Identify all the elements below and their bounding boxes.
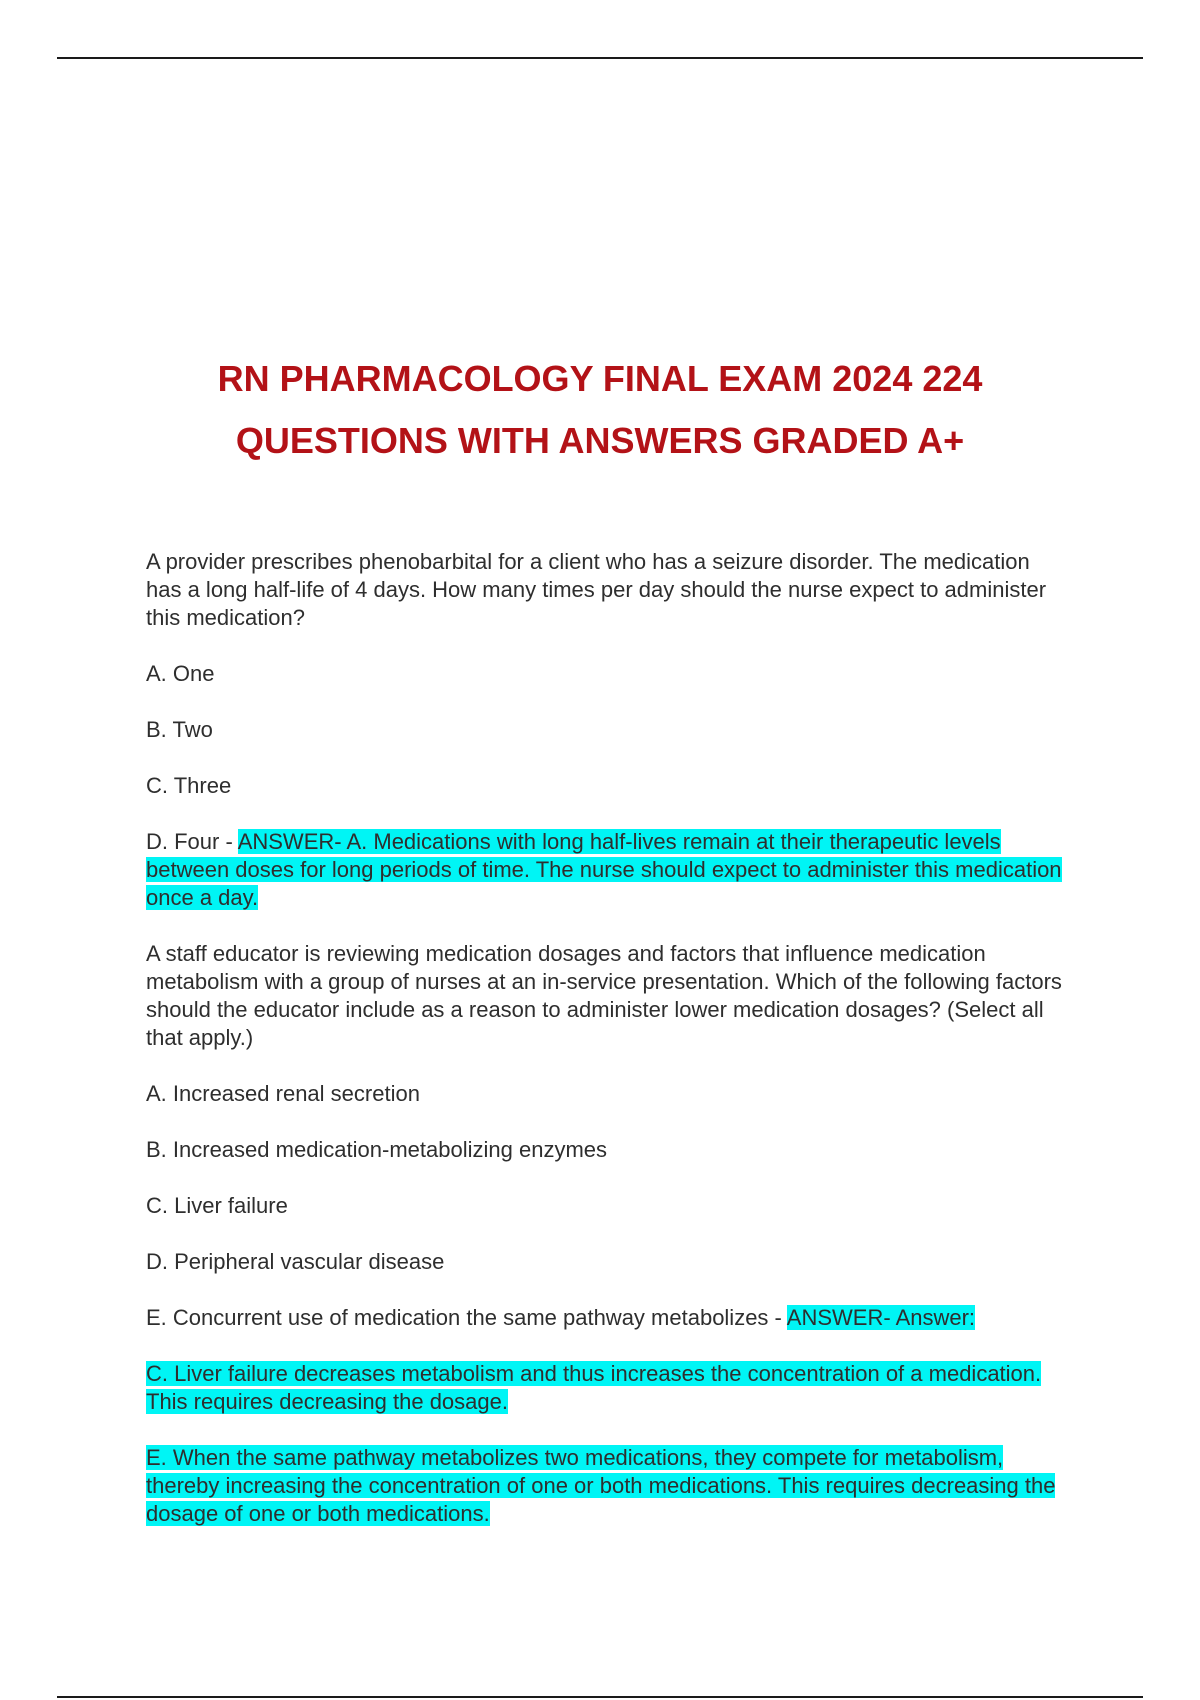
question-2-option-c: C. Liver failure: [146, 1193, 288, 1218]
document-title: [100, 348, 1100, 472]
question-1-option-d: [146, 828, 1066, 912]
question-1-option-c: C. Three: [146, 773, 232, 798]
title-line-2: QUESTIONS WITH ANSWERS GRADED A+: [235, 420, 965, 461]
question-2-explanation-e: [146, 1444, 1066, 1528]
document-body: [146, 548, 1066, 1556]
question-2-option-d: D. Peripheral vascular disease: [146, 1249, 445, 1274]
question-1-option-d-text: D. Four -: [146, 829, 238, 854]
question-1-option-a: A. One: [146, 661, 215, 686]
question-1-answer: ANSWER- A. Medications with long half-lives remain at their therapeutic levels between doses for long periods of time. The nurse should expect to administer this medication once a day.: [146, 829, 1062, 910]
question-1-stem: A provider prescribes phenobarbital for a client who has a seizure disorder. The medication has a long half-life of 4 days. How many times per day should the nurse expect to administer this medication?: [146, 549, 1047, 630]
question-2-option-b: B. Increased medication-metabolizing enzymes: [146, 1137, 608, 1162]
bottom-rule: [57, 1696, 1143, 1698]
question-2-explanation-c: [146, 1360, 1066, 1416]
question-2-option-e-text: E. Concurrent use of medication the same pathway metabolizes -: [146, 1305, 787, 1330]
question-2-option-a: A. Increased renal secretion: [146, 1081, 420, 1106]
question-2-explanation-c-text: C. Liver failure decreases metabolism and thus increases the concentration of a medication. This requires decreasing the dosage.: [146, 1361, 1042, 1414]
question-2-option-e: [146, 1304, 1066, 1332]
top-rule: [57, 57, 1143, 59]
question-1-option-b: B. Two: [146, 717, 213, 742]
question-2-stem: A staff educator is reviewing medication dosages and factors that influence medication metabolism with a group of nurses at an in-service presentation. Which of the following factors should the educator include as a reason to administer lower medication dosages? (Select all that apply.): [146, 941, 1062, 1050]
title-line-1: RN PHARMACOLOGY FINAL EXAM 2024 224: [217, 358, 983, 399]
question-2-answer: ANSWER- Answer:: [786, 1305, 976, 1330]
question-2-explanation-e-text: E. When the same pathway metabolizes two medications, they compete for metabolism, thereby increasing the concentration of one or both medications. This requires decreasing the dosage of one or both medications.: [146, 1445, 1056, 1526]
